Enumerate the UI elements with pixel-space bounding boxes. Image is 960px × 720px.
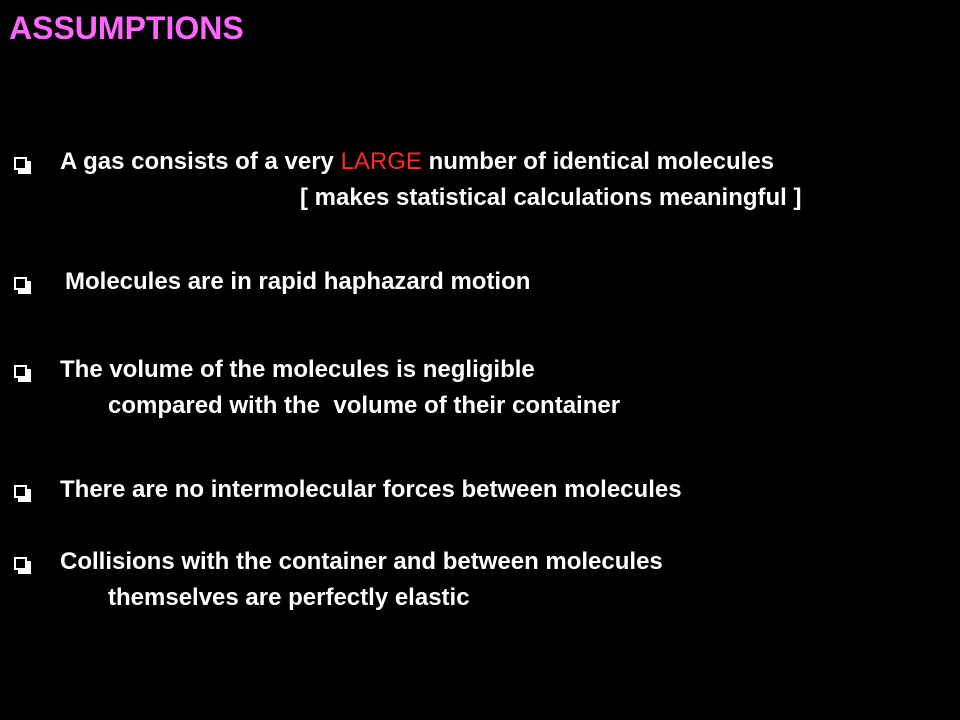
slide-title: ASSUMPTIONS xyxy=(9,10,244,46)
bullet-text: Molecules are in rapid haphazard motion xyxy=(65,268,531,295)
bullet-text: There are no intermolecular forces between molecules xyxy=(60,476,682,503)
bullet-text: The volume of the molecules is negligible xyxy=(60,356,535,383)
bullet-text: Collisions with the container and between molecules xyxy=(60,548,663,575)
checkbox-bullet-icon xyxy=(14,365,27,378)
bullet-item-1 xyxy=(14,144,944,216)
bullet-text-after: number of identical molecules xyxy=(421,148,775,175)
bullet-text xyxy=(60,144,774,180)
bullet-continuation: themselves are perfectly elastic xyxy=(108,584,470,611)
bullet-item-2 xyxy=(14,264,944,300)
bullet-continuation: compared with the volume of their container xyxy=(108,392,621,419)
bullet-text-before: A gas consists of a very xyxy=(60,148,341,175)
bullet-item-5 xyxy=(14,544,944,616)
bullet-item-4 xyxy=(14,472,944,508)
bullet-continuation: [ makes statistical calculations meaningful ] xyxy=(300,184,802,211)
bullet-item-3 xyxy=(14,352,944,424)
checkbox-bullet-icon xyxy=(14,557,27,570)
checkbox-bullet-icon xyxy=(14,157,27,170)
checkbox-bullet-icon xyxy=(14,485,27,498)
checkbox-bullet-icon xyxy=(14,277,27,290)
highlight-word: LARGE xyxy=(340,148,422,175)
